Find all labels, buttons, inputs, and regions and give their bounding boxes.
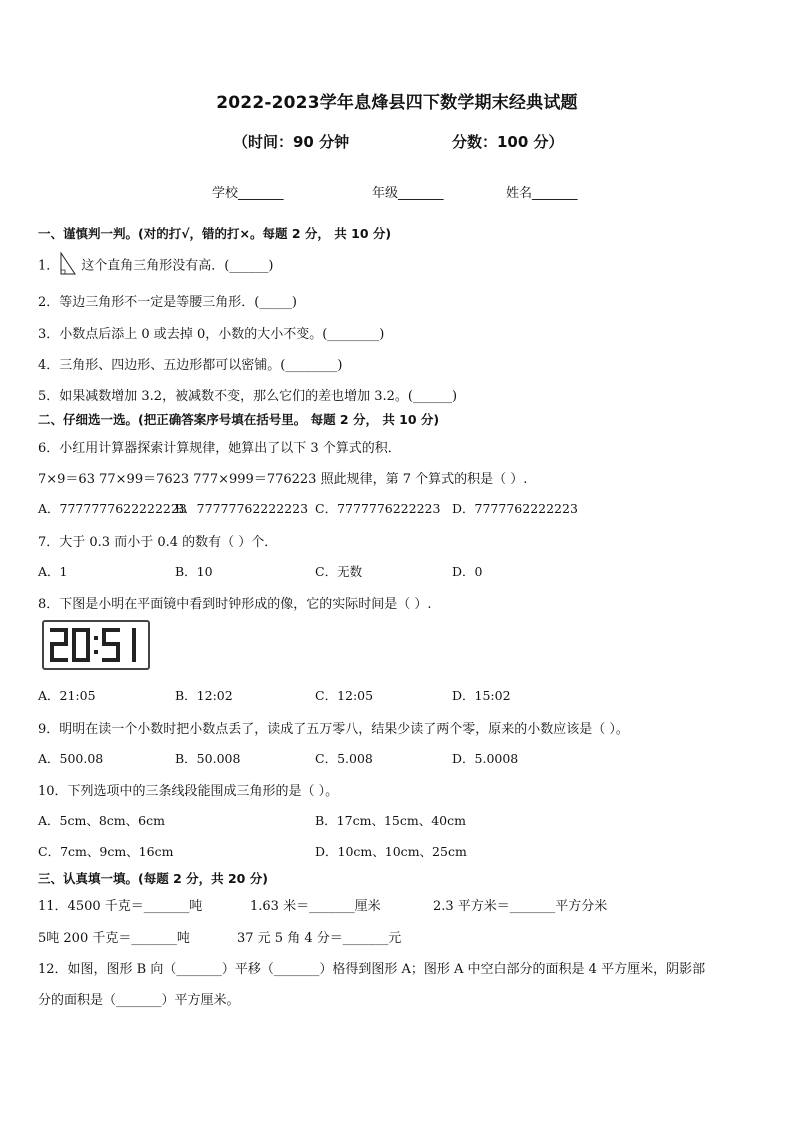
question-12-line-1: 12．如图，图形 B 向（_______）平移（_______）格得到图形 A；图形 A 中空白部分的面积是 4 平方厘米，阴影部 [38, 962, 706, 977]
question-11-part-e: 37 元 5 角 4 分＝_______元 [237, 931, 402, 946]
question-12-line-2: 分的面积是（_______）平方厘米。 [38, 993, 240, 1008]
question-8: 8．下图是小明在平面镜中看到时钟形成的像，它的实际时间是（ ）. [38, 597, 432, 612]
question-11-part-c: 2.3 平方米＝_______平方分米 [433, 899, 608, 914]
section-3-heading: 三、认真填一填。(每题 2 分，共 20 分) [38, 871, 268, 886]
q9-option-d: D．5.0008 [452, 751, 519, 766]
q10-option-a: A．5cm、8cm、6cm [38, 813, 165, 828]
q7-option-c: C．无数 [315, 564, 363, 579]
section-2-heading: 二、仔细选一选。(把正确答案序号填在括号里。 每题 2 分， 共 10 分) [38, 412, 440, 427]
total-score: 分数：100 分） [452, 133, 564, 151]
q9-option-c: C．5.008 [315, 751, 373, 766]
question-2: 2．等边三角形不一定是等腰三角形．(_____) [38, 295, 297, 310]
grade-field: 年级_______ [372, 186, 444, 201]
time-limit: （时间：90 分钟 [233, 133, 350, 151]
question-1-text: 这个直角三角形没有高．(______) [81, 258, 274, 274]
q7-option-a: A．1 [38, 564, 68, 579]
question-3: 3．小数点后添上 0 或去掉 0，小数的大小不变。(________) [38, 327, 385, 342]
right-triangle-icon [59, 252, 77, 280]
question-7: 7．大于 0.3 而小于 0.4 的数有（ ）个． [38, 535, 278, 550]
question-11-part-a: 11．4500 千克＝_______吨 [38, 899, 203, 914]
q9-option-b: B．50.008 [175, 751, 241, 766]
clock-digits-icon [48, 626, 144, 664]
digital-clock-image [42, 620, 150, 670]
name-field: 姓名_______ [506, 186, 578, 201]
section-1-heading: 一、谨慎判一判。(对的打√，错的打×。每题 2 分， 共 10 分) [38, 226, 392, 241]
page-title: 2022-2023学年息烽县四下数学期末经典试题 [216, 93, 578, 113]
q6-option-a: A．7777777622222223 [38, 501, 187, 516]
question-11-part-d: 5吨 200 千克＝_______吨 [38, 931, 190, 946]
question-5: 5．如果减数增加 3.2，被减数不变，那么它们的差也增加 3.2。(______) [38, 389, 458, 404]
q8-option-b: B．12:02 [175, 688, 233, 703]
q8-option-c: C．12:05 [315, 688, 374, 703]
question-9: 9．明明在读一个小数时把小数点丢了，读成了五万零八，结果少读了两个零，原来的小数应该是（ ）。 [38, 722, 629, 737]
q6-option-d: D．7777762222223 [452, 501, 578, 516]
q7-option-b: B．10 [175, 564, 213, 579]
q10-option-b: B．17cm、15cm、40cm [315, 813, 466, 828]
question-6: 6．小红用计算器探索计算规律，她算出了以下 3 个算式的积． [38, 441, 401, 456]
q6-option-b: B．77777762222223 [175, 501, 309, 516]
question-6-pattern: 7×9＝63 77×99＝7623 777×999＝776223 照此规律，第 7 个算式的积是（ ）. [38, 472, 528, 487]
q10-option-c: C．7cm、9cm、16cm [38, 844, 174, 859]
q7-option-d: D．0 [452, 564, 483, 579]
question-4: 4．三角形、四边形、五边形都可以密铺。(________) [38, 358, 343, 373]
q8-option-a: A．21:05 [38, 688, 96, 703]
q10-option-d: D．10cm、10cm、25cm [315, 844, 467, 859]
school-field: 学校_______ [212, 186, 284, 201]
question-10: 10．下列选项中的三条线段能围成三角形的是（ ）。 [38, 784, 339, 799]
question-11-part-b: 1.63 米＝_______厘米 [250, 899, 381, 914]
q9-option-a: A．500.08 [38, 751, 104, 766]
question-1 [38, 252, 273, 280]
q6-option-c: C．7777776222223 [315, 501, 441, 516]
q8-option-d: D．15:02 [452, 688, 511, 703]
question-1-number: 1． [38, 258, 60, 274]
